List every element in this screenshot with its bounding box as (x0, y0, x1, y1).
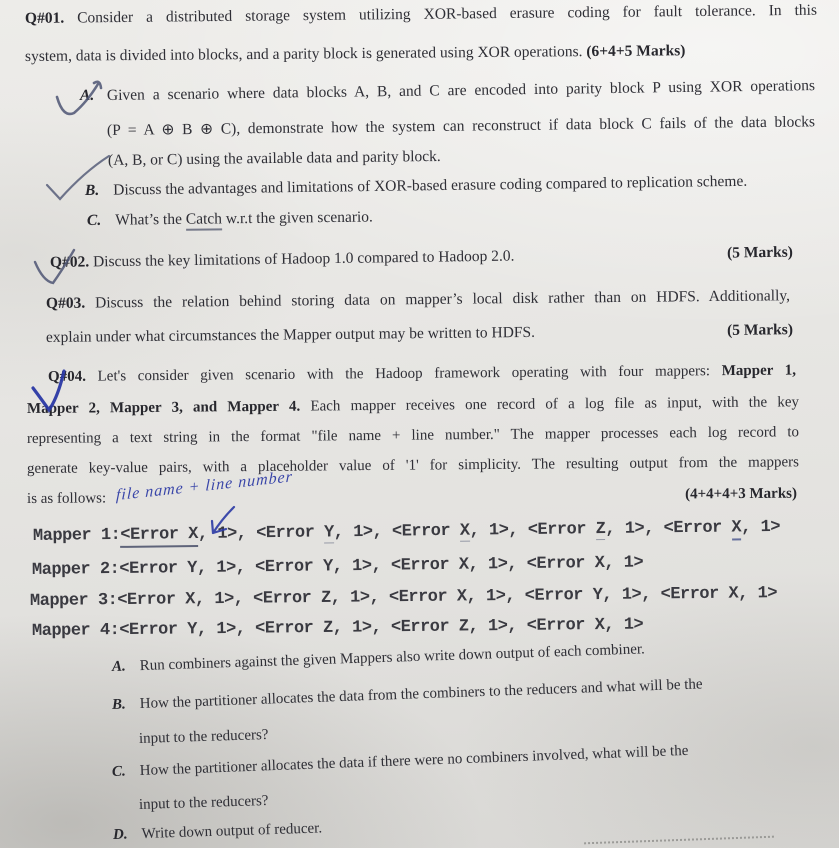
q1-part-b: B. Discuss the advantages and limitations of XOR-based erasure coding compared to replication scheme. (84, 172, 748, 199)
q1-part-a-line2: (P = A ⊕ B ⊕ C), demonstrate how the system can reconstruct if data block C fails of the data blocks (106, 113, 816, 139)
q4-line5: is as follows: (4+4+4+3 Marks) (26, 485, 798, 507)
q1-number: Q#01. (24, 9, 65, 27)
mapper-output-row-3: Mapper 3:<Error X, 1>, <Error Z, 1>, <Error X, 1>, <Error Y, 1>, <Error X, 1> (29, 584, 778, 611)
q1-line1: Q#01. Consider a distributed storage system utilizing XOR-based erasure coding for fault tolerance. In this (24, 1, 818, 27)
mapper-output-row-2: Mapper 2:<Error Y, 1>, <Error Y, 1>, <Error X, 1>, <Error X, 1> (31, 553, 644, 580)
q2-line: Q#02. Discuss the key limitations of Hadoop 1.0 compared to Hadoop 2.0. (5 Marks) (49, 243, 794, 271)
mapper-output-row-4: Mapper 4:<Error Y, 1>, <Error Z, 1>, <Error Z, 1>, <Error X, 1> (31, 615, 644, 641)
q2-number: Q#02. (49, 253, 90, 271)
q1-part-a-line1: Given a scenario where data blocks A, B, and C are encoded into parity block P using XOR operations (106, 77, 816, 104)
q4-number: Q#04. (47, 368, 86, 385)
underlined-error-x: <Error X (120, 525, 198, 548)
catch-underlined-word: Catch (186, 210, 222, 230)
q1-part-a-label: A. (79, 86, 95, 104)
q4-line4: generate key-value pairs, with a placeholder value of '1' for simplicity. The resulting output from the mappers (26, 454, 800, 477)
subq-d: D. Write down output of reducer. (112, 820, 323, 843)
handwritten-note: file name + line number (115, 468, 294, 505)
q3-line2: explain under what circumstances the Mapper output may be written to HDFS. (5 Marks) (45, 321, 794, 346)
subq-a: A. Run combiners against the given Mappers also write down output of each combiner. (111, 641, 646, 675)
q3-number: Q#03. (45, 294, 86, 312)
q3-marks: (5 Marks) (726, 321, 794, 339)
q1-part-c: C. What’s the Catch w.r.t the given scenario. (86, 208, 373, 229)
q4-line2: Mapper 2, Mapper 3, and Mapper 4. Each mapper receives one record of a log file as input, with the key (26, 394, 800, 417)
mapper-output-row-1: Mapper 1:<Error X, 1>, <Error Y, 1>, <Error X, 1>, <Error Z, 1>, <Error X, 1> (32, 517, 781, 546)
subq-b-line1: B. How the partitioner allocates the data from the combiners to the reducers and what will be the (111, 676, 703, 713)
q1-marks: (6+4+5 Marks) (586, 42, 686, 61)
q4-line3: representing a text string in the format "file name + line number." The mapper processes each log record to (26, 424, 800, 447)
underlined-final-x: X (731, 518, 741, 540)
subq-b-line2: input to the reducers? (138, 726, 269, 747)
subq-c-line2: input to the reducers? (138, 792, 269, 813)
q2-marks: (5 Marks) (726, 243, 794, 262)
q4-line1: Q#04. Let's consider given scenario with the Hadoop framework operating with four mappers: Mapper 1, (47, 362, 797, 385)
q3-line1: Q#03. Discuss the relation behind storing data on mapper’s local disk rather than on HDFS. Additionally, (45, 287, 791, 312)
dotted-rule (584, 836, 774, 845)
q1-part-a-line3: (A, B, or C) using the available data and parity block. (107, 147, 441, 169)
q4-marks: (4+4+4+3 Marks) (685, 485, 798, 503)
subq-c-line1: C. How the partitioner allocates the data if there were no combiners involved, what will be the (111, 742, 689, 780)
q1-line2: system, data is divided into blocks, and a parity block is generated using XOR operations. (6+4+5 Marks) (24, 42, 686, 65)
